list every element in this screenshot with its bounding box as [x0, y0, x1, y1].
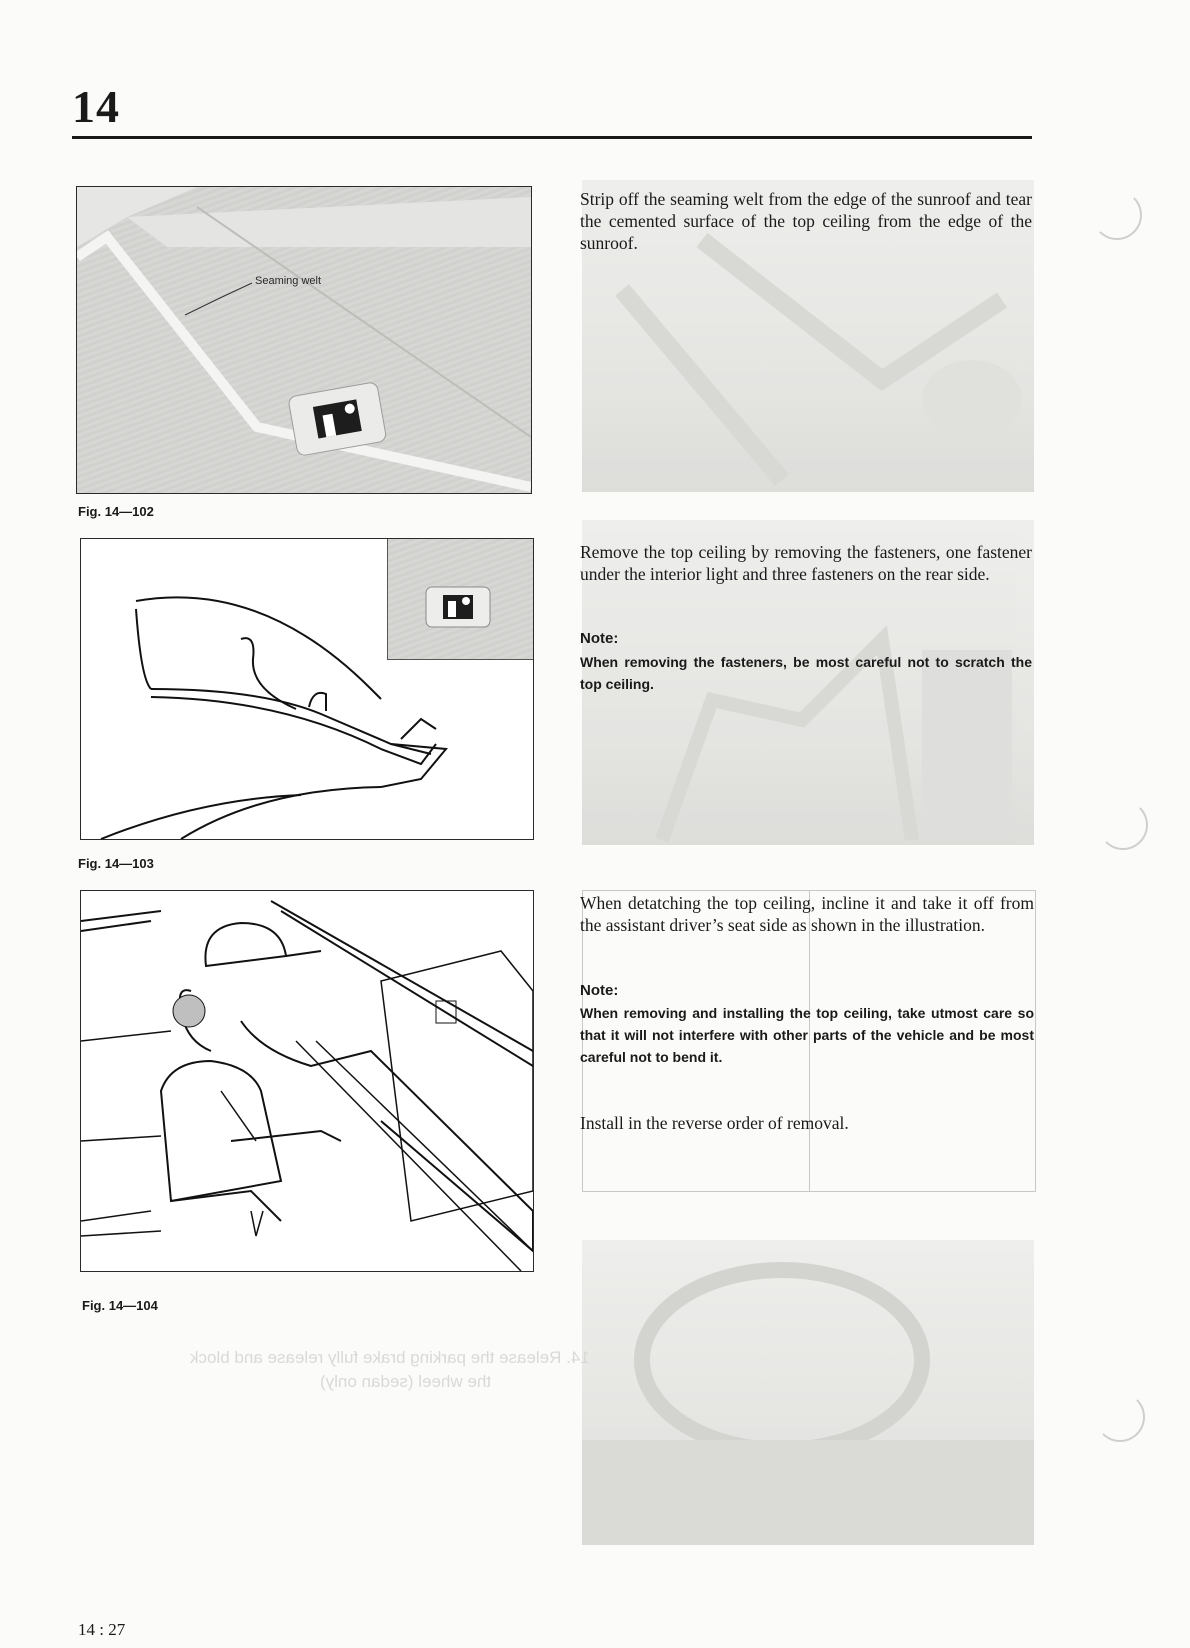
step-3-note-label: Note:: [580, 982, 619, 999]
step-1-text: Strip off the seaming welt from the edge of the sunroof and tear the cemented surface of the top ceiling from the edge of the sunroof.: [580, 189, 1032, 253]
figure-103-drawing: [80, 538, 534, 840]
figure-102-caption: Fig. 14—102: [78, 504, 154, 519]
faded-photo-4-sketch: [582, 1240, 1034, 1545]
punch-hole-3: [1095, 1392, 1145, 1442]
step-3-text: When detatching the top ceiling, incline it and take it off from the assistant driver’s seat side as shown in the illustration.: [580, 893, 1034, 935]
page-number: 14 : 27: [78, 1620, 126, 1639]
inset-fastener-illustration: [388, 539, 534, 659]
faded-photo-4: [582, 1240, 1034, 1545]
step-2-note-text: When removing the fasteners, be most careful not to scratch the top ceiling.: [580, 654, 1032, 692]
figure-103-caption: Fig. 14—103: [78, 856, 154, 871]
punch-hole-1: [1092, 190, 1142, 240]
figure-104-caption: Fig. 14—104: [82, 1298, 158, 1313]
figure-102-photo: [76, 186, 532, 494]
figure-103-inset-photo: [387, 539, 534, 660]
step-3-extra-text: Install in the reverse order of removal.: [580, 1113, 849, 1133]
sunroof-photo-illustration: [77, 187, 531, 493]
header-rule: [72, 136, 1032, 139]
chapter-number: 14: [72, 81, 120, 132]
step-3-note-text: When removing and installing the top ceiling, take utmost care so that it will not interfere with other parts of the vehicle and be most careful not to bend it.: [580, 1005, 1034, 1065]
bleed-through-text-2: the wheel (sedan only): [320, 1372, 492, 1391]
punch-hole-2: [1098, 800, 1148, 850]
step-2-note-label: Note:: [580, 630, 619, 647]
seaming-welt-label: Seaming welt: [255, 275, 322, 287]
bleed-through-text-1: 14. Release the parking brake fully release and block: [190, 1348, 590, 1367]
technician-removing-ceiling-drawing: [81, 891, 533, 1271]
step-2-text: Remove the top ceiling by removing the fasteners, one fastener under the interior light and three fasteners on the rear side.: [580, 542, 1032, 584]
figure-104-drawing: [80, 890, 534, 1272]
